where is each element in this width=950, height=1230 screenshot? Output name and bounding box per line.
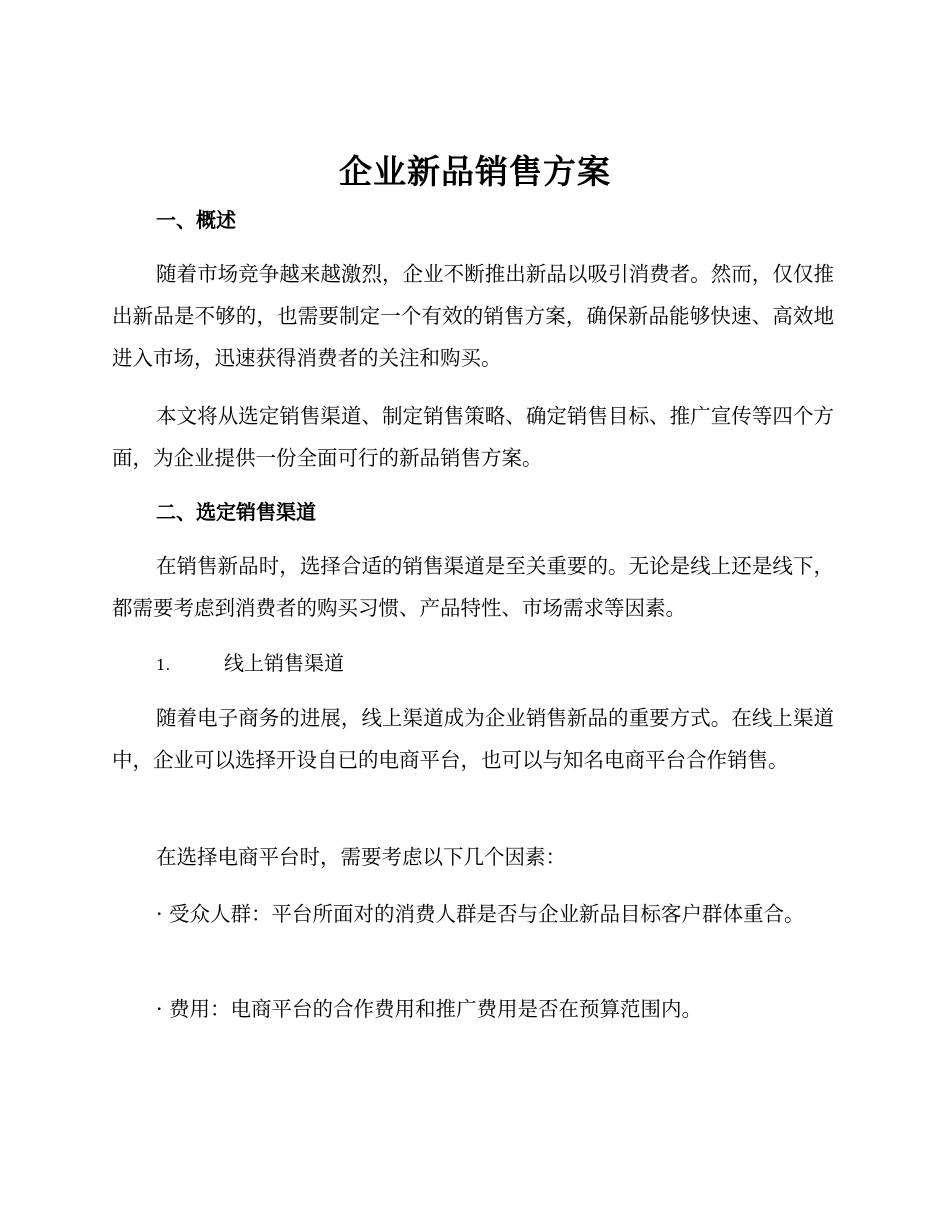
paragraph-online-1: 随着电子商务的进展，线上渠道成为企业销售新品的重要方式。在线上渠道中，企业可以选择开设自已的电商平台，也可以与知名电商平台合作销售。 [112,706,834,772]
document-title: 企业新品销售方案 [339,152,611,191]
paragraph-overview-1: 随着市场竞争越来越激烈，企业不断推出新品以吸引消费者。然而，仅仅推出新品是不够的，也需要制定一个有效的销售方案，确保新品能够快速、高效地进入市场，迅速获得消费者的关注和购买。 [112,262,834,370]
paragraph-channels-1: 在销售新品时，选择合适的销售渠道是至关重要的。无论是线上还是线下，都需要考虑到消费者的购买习惯、产品特性、市场需求等因素。 [112,554,834,620]
numbered-item-number: 1. [156,656,171,674]
bullet-audience: · 受众人群：平台所面对的消费人群是否与企业新品目标客户群体重合。 [156,902,805,926]
section-heading-overview: 一、概述 [156,208,236,232]
numbered-item-text: 线上销售渠道 [224,651,344,675]
bullet-cost: · 费用：电商平台的合作费用和推广费用是否在预算范围内。 [156,997,703,1021]
section-heading-channels: 二、选定销售渠道 [156,500,316,524]
paragraph-overview-2: 本文将从选定销售渠道、制定销售策略、确定销售目标、推广宣传等四个方面，为企业提供一份全面可行的新品销售方案。 [112,404,834,470]
numbered-item-online-channel [156,648,344,680]
paragraph-online-2: 在选择电商平台时，需要考虑以下几个因素： [156,845,566,869]
